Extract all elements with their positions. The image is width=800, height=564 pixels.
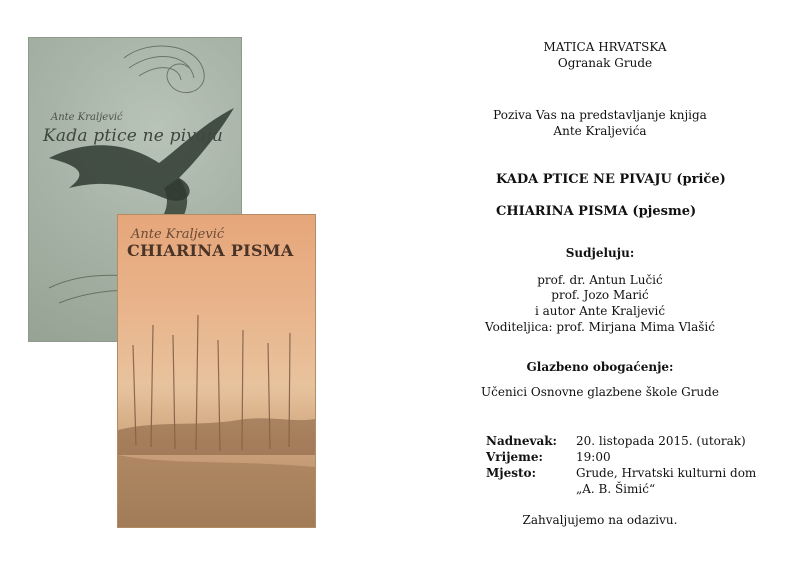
place-value-1: Grude, Hrvatski kulturni dom [576,466,757,480]
org-branch: Ogranak Grude [557,56,653,70]
music-text: Učenici Osnovne glazbene škole Grude [481,385,719,399]
participant-2: prof. Jozo Marić [551,288,649,302]
book-cover-chiarina-pisma [117,214,316,528]
book-title-2: CHIARINA PISMA (pjesme) [496,204,697,219]
date-label: Nadnevak: [486,434,557,448]
time-value: 19:00 [576,450,611,464]
closing-text: Zahvaljujemo na odazivu. [522,513,678,527]
participant-1: prof. dr. Antun Lučić [537,273,663,287]
place-value-2: „A. B. Šimić“ [576,482,656,496]
participant-4: Voditeljica: prof. Mirjana Mima Vlašić [485,320,715,334]
date-value: 20. listopada 2015. (utorak) [576,434,746,448]
org-name: MATICA HRVATSKA [543,40,667,54]
book2-author: Ante Kraljević [131,227,225,242]
invite-line-2: Ante Kraljevića [553,124,647,138]
book1-title: Kada ptice ne pivaju [43,126,224,146]
book2-title: CHIARINA PISMA [127,241,294,260]
participants-heading: Sudjeluju: [565,246,635,260]
landscape-illustration [118,215,315,527]
time-label: Vrijeme: [486,450,543,464]
place-label: Mjesto: [486,466,536,480]
music-heading: Glazbeno obogaćenje: [526,360,674,374]
book1-author: Ante Kraljević [51,112,123,123]
participant-3: i autor Ante Kraljević [534,304,666,318]
book-title-1: KADA PTICE NE PIVAJU (priče) [496,172,726,187]
invite-line-1: Poziva Vas na predstavljanje knjiga [493,108,707,122]
